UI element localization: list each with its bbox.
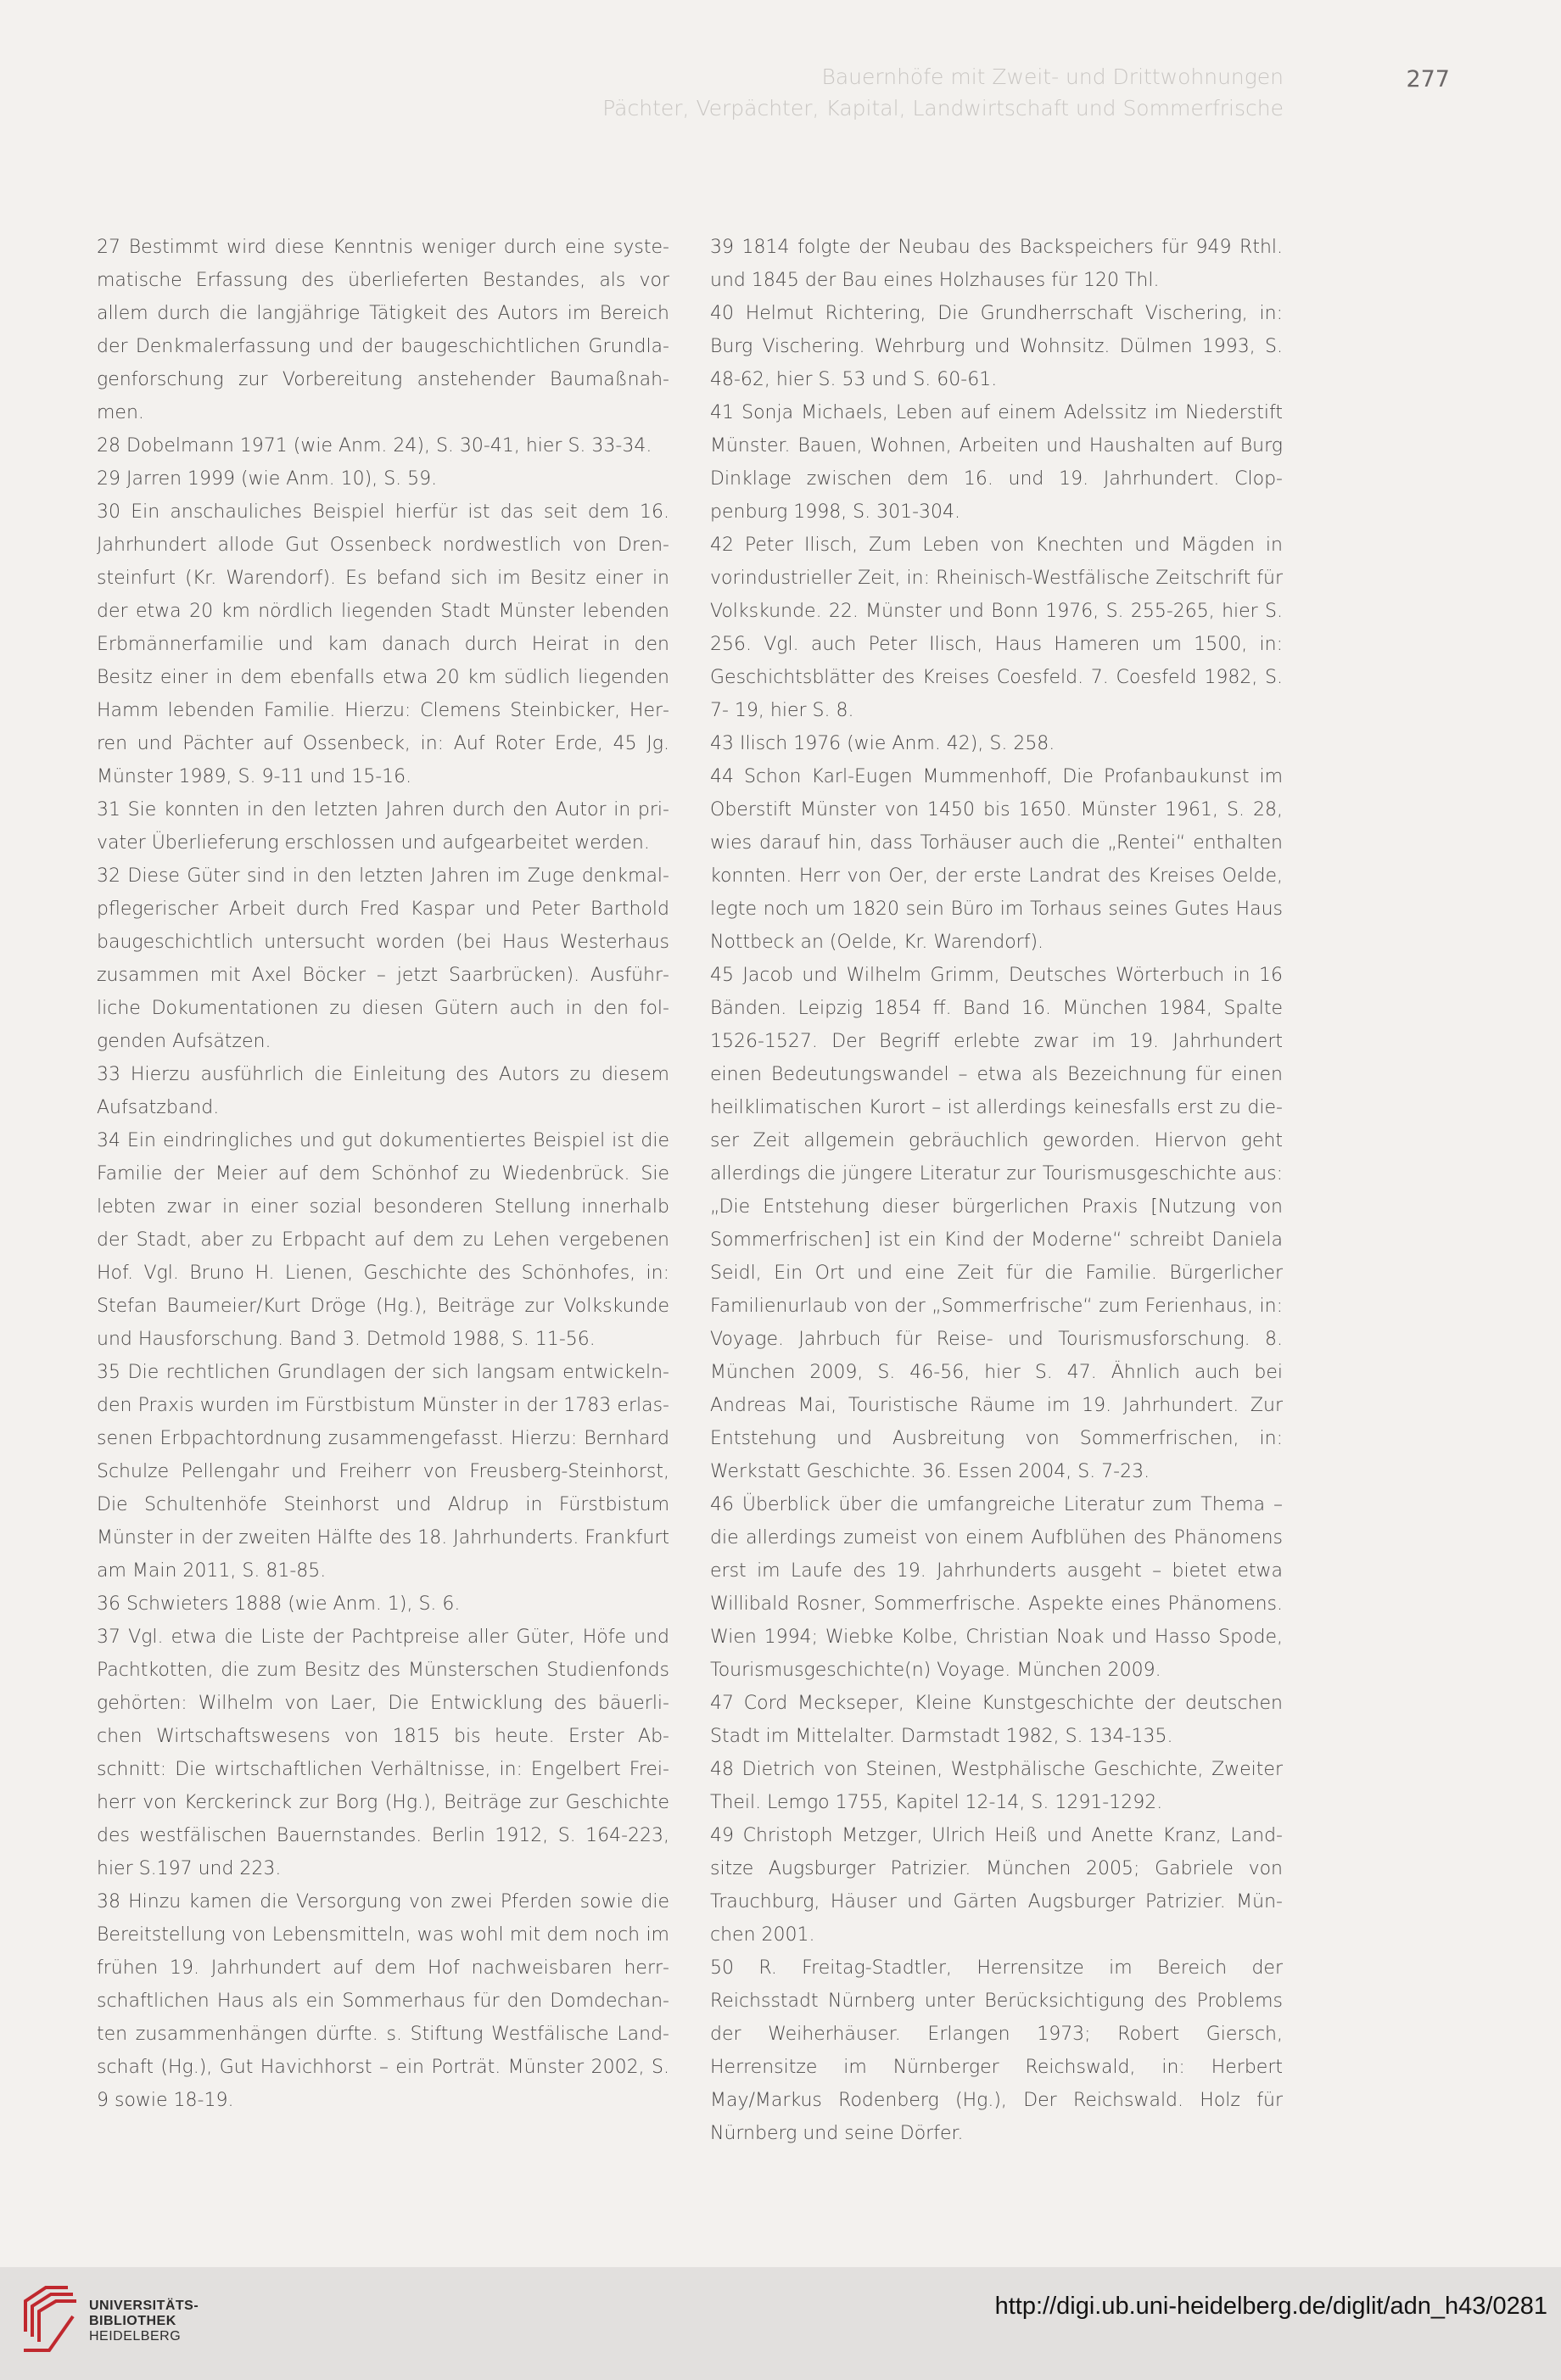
footnote-42: 42 Peter Ilisch, Zum Leben von Knechten und Mägden in vorindustrieller Zeit, in: Rheinisch-Westfälische Zeitschrift für Volkskunde. 22. Münster und Bonn 1976, S. 255-265, hier S. 256. Vgl. auch Peter Ilisch, Haus Hameren um 1500, in: Geschichtsblätter des Kreises Coesfeld. 7. Coesfeld 1982, S. 7- 19, hier S. 8. (710, 535, 1283, 721)
footnote-30: 30 Ein anschauliches Beispiel hierfür ist das seit dem 16. Jahrhundert allode Gut Ossenbeck nordwestlich von Drensteinfurt (Kr. Warendorf). Es befand sich im Besitz einer in der etwa 20 km nördlich liegenden Stadt Münster lebenden Erbmännerfamilie und kam danach durch Heirat in den Besitz einer in dem ebenfalls etwa 20 km südlich liegenden Hamm lebenden Familie. Hierzu: Clemens Steinbicker, Herren und Pächter auf Ossenbeck, in: Auf Roter Erde, 45 Jg. Münster 1989, S. 9-11 und 15-16. (97, 501, 669, 787)
footnote-37: 37 Vgl. etwa die Liste der Pachtpreise aller Güter, Höfe und Pachtkotten, die zum Besitz des Münsterschen Studienfonds gehörten: Wilhelm von Laer, Die Entwicklung des bäuerlichen Wirtschaftswesens von 1815 bis heute. Erster Abschnitt: Die wirtschaftlichen Verhältnisse, in: Engelbert Freiherr von Kerckerinck zur Borg (Hg.), Beiträge zur Geschichte des westfälischen Bauernstandes. Berlin 1912, S. 164-223, hier S.197 und 223. (97, 1627, 669, 1879)
running-head (602, 61, 1284, 124)
library-name-line-1: UNIVERSITÄTS- (89, 2299, 199, 2313)
footnote-38: 38 Hinzu kamen die Versorgung von zwei Pferden sowie die Bereitstellung von Lebensmitteln, was wohl mit dem noch im frühen 19. Jahrhundert auf dem Hof nachweisbaren herrschaftlichen Haus als ein Sommerhaus für den Domdechanten zusammenhängen dürfte. s. Stiftung Westfälische Landschaft (Hg.), Gut Havichhorst – ein Porträt. Münster 2002, S. 9 sowie 18-19. (97, 1891, 669, 2111)
running-title-line-2: Pächter, Verpächter, Kapital, Landwirtschaft und Sommerfrische (602, 96, 1284, 120)
footnote-49: 49 Christoph Metzger, Ulrich Heiß und Anette Kranz, Landsitze Augsburger Patrizier. München 2005; Gabriele von Trauchburg, Häuser und Gärten Augsburger Patrizier. München 2001. (710, 1825, 1283, 1946)
footnote-44: 44 Schon Karl-Eugen Mummenhoff, Die Profanbaukunst im Oberstift Münster von 1450 bis 1650. Münster 1961, S. 28, wies darauf hin, dass Torhäuser auch die „Rentei“ enthalten konnten. Herr von Oer, der erste Landrat des Kreises Oelde, legte noch um 1820 sein Büro im Torhaus seines Gutes Haus Nottbeck an (Oelde, Kr. Warendorf). (710, 766, 1283, 953)
footnote-39: 39 1814 folgte der Neubau des Backspeichers für 949 Rthl. und 1845 der Bau eines Holzhauses für 120 Thl. (710, 237, 1283, 291)
footnote-31: 31 Sie konnten in den letzten Jahren durch den Autor in privater Überlieferung erschlossen und aufgearbeitet werden. (97, 799, 669, 854)
footnote-34: 34 Ein eindringliches und gut dokumentiertes Beispiel ist die Familie der Meier auf dem Schönhof zu Wiedenbrück. Sie lebten zwar in einer sozial besonderen Stellung innerhalb der Stadt, aber zu Erbpacht auf dem zu Lehen vergebenen Hof. Vgl. Bruno H. Lienen, Geschichte des Schönhofes, in: Stefan Baumeier/Kurt Dröge (Hg.), Beiträge zur Volkskunde und Hausforschung. Band 3. Detmold 1988, S. 11-56. (97, 1130, 669, 1350)
footnote-47: 47 Cord Meckseper, Kleine Kunstgeschichte der deutschen Stadt im Mittelalter. Darmstadt 1982, S. 134-135. (710, 1693, 1283, 1747)
footnote-29: 29 Jarren 1999 (wie Anm. 10), S. 59. (97, 468, 438, 490)
footnote-45: 45 Jacob und Wilhelm Grimm, Deutsches Wörterbuch in 16 Bänden. Leipzig 1854 ff. Band 16. München 1984, Spalte 1526-1527. Der Begriff erlebte zwar im 19. Jahrhundert einen Bedeutungswandel – etwa als Bezeichnung für einen heilklimatischen Kurort – ist allerdings keinesfalls erst zu dieser Zeit allgemein gebräuchlich geworden. Hiervon geht allerdings die jüngere Literatur zur Tourismusgeschichte aus: „Die Entstehung dieser bürgerlichen Praxis [Nutzung von Sommerfrischen] ist ein Kind der Moderne“ schreibt Daniela Seidl, Ein Ort und eine Zeit für die Familie. Bürgerlicher Familienurlaub von der „Sommerfrische“ zum Ferienhaus, in: Voyage. Jahrbuch für Reise- und Tourismusforschung. 8. München 2009, S. 46-56, hier S. 47. Ähnlich auch bei Andreas Mai, Touristische Räume im 19. Jahrhundert. Zur Entstehung und Ausbreitung von Sommerfrischen, in: Werkstatt Geschichte. 36. Essen 2004, S. 7-23. (710, 965, 1283, 1482)
library-name-line-3: HEIDELBERG (89, 2329, 182, 2344)
page-number: 277 (1406, 66, 1450, 92)
footnote-36: 36 Schwieters 1888 (wie Anm. 1), S. 6. (97, 1593, 461, 1615)
footnote-28: 28 Dobelmann 1971 (wie Anm. 24), S. 30-41, hier S. 33-34. (97, 435, 652, 456)
footnote-27: 27 Bestimmt wird diese Kenntnis weniger durch eine systematische Erfassung des überlieferten Bestandes, als vor allem durch die langjährige Tätigkeit des Autors im Bereich der Denkmalerfassung und der baugeschichtlichen Grundlagenforschung zur Vorbereitung anstehender Baumaßnahmen. (97, 237, 669, 423)
footnote-48: 48 Dietrich von Steinen, Westphälische Geschichte, Zweiter Theil. Lemgo 1755, Kapitel 12-14, S. 1291-1292. (710, 1759, 1283, 1813)
footnote-33: 33 Hierzu ausführlich die Einleitung des Autors zu diesem Aufsatzband. (97, 1064, 669, 1118)
library-logo-icon (20, 2282, 80, 2354)
footnote-50: 50 R. Freitag-Stadtler, Herrensitze im Bereich der Reichsstadt Nürnberg unter Berücksichtigung des Problems der Weiherhäuser. Erlangen 1973; Robert Giersch, Herrensitze im Nürnberger Reichswald, in: Herbert May/Markus Rodenberg (Hg.), Der Reichswald. Holz für Nürnberg und seine Dörfer. (710, 1957, 1283, 2144)
footnotes-left-column (97, 231, 669, 2117)
footnote-35: 35 Die rechtlichen Grundlagen der sich langsam entwickelnden Praxis wurden im Fürstbistum Münster in der 1783 erlassenen Erbpachtordnung zusammengefasst. Hierzu: Bernhard Schulze Pellengahr und Freiherr von Freusberg-Steinhorst, Die Schultenhöfe Steinhorst und Aldrup in Fürstbistum Münster in der zweiten Hälfte des 18. Jahrhunderts. Frankfurt am Main 2011, S. 81-85. (97, 1362, 669, 1582)
footnote-40: 40 Helmut Richtering, Die Grundherrschaft Vischering, in: Burg Vischering. Wehrburg und Wohnsitz. Dülmen 1993, S. 48-62, hier S. 53 und S. 60-61. (710, 303, 1283, 390)
library-name (89, 2299, 199, 2344)
library-name-line-2: BIBLIOTHEK (89, 2314, 176, 2328)
digitization-footer (0, 2267, 1561, 2380)
running-title-line-1: Bauernhöfe mit Zweit- und Drittwohnungen (821, 64, 1284, 89)
footnote-46: 46 Überblick über die umfangreiche Literatur zum Thema – die allerdings zumeist von einem Aufblühen des Phänomens erst im Laufe des 19. Jahrhunderts ausgeht – bietet etwa Willibald Rosner, Sommerfrische. Aspekte eines Phänomens. Wien 1994; Wiebke Kolbe, Christian Noak und Hasso Spode, Tourismusgeschichte(n) Voyage. München 2009. (710, 1494, 1283, 1681)
footnote-43: 43 Ilisch 1976 (wie Anm. 42), S. 258. (710, 733, 1055, 754)
permalink-url[interactable]: http://digi.ub.uni-heidelberg.de/diglit/adn_h43/0281 (994, 2293, 1547, 2320)
footnote-41: 41 Sonja Michaels, Leben auf einem Adelssitz im Niederstift Münster. Bauen, Wohnen, Arbeiten und Haushalten auf Burg Dinklage zwischen dem 16. und 19. Jahrhundert. Cloppenburg 1998, S. 301-304. (710, 402, 1283, 523)
footnote-32: 32 Diese Güter sind in den letzten Jahren im Zuge denkmalpflegerischer Arbeit durch Fred Kaspar und Peter Barthold baugeschichtlich untersucht worden (bei Haus Westerhaus zusammen mit Axel Böcker – jetzt Saarbrücken). Ausführliche Dokumentationen zu diesen Gütern auch in den folgenden Aufsätzen. (97, 865, 669, 1052)
footnotes-right-column (710, 231, 1283, 2150)
